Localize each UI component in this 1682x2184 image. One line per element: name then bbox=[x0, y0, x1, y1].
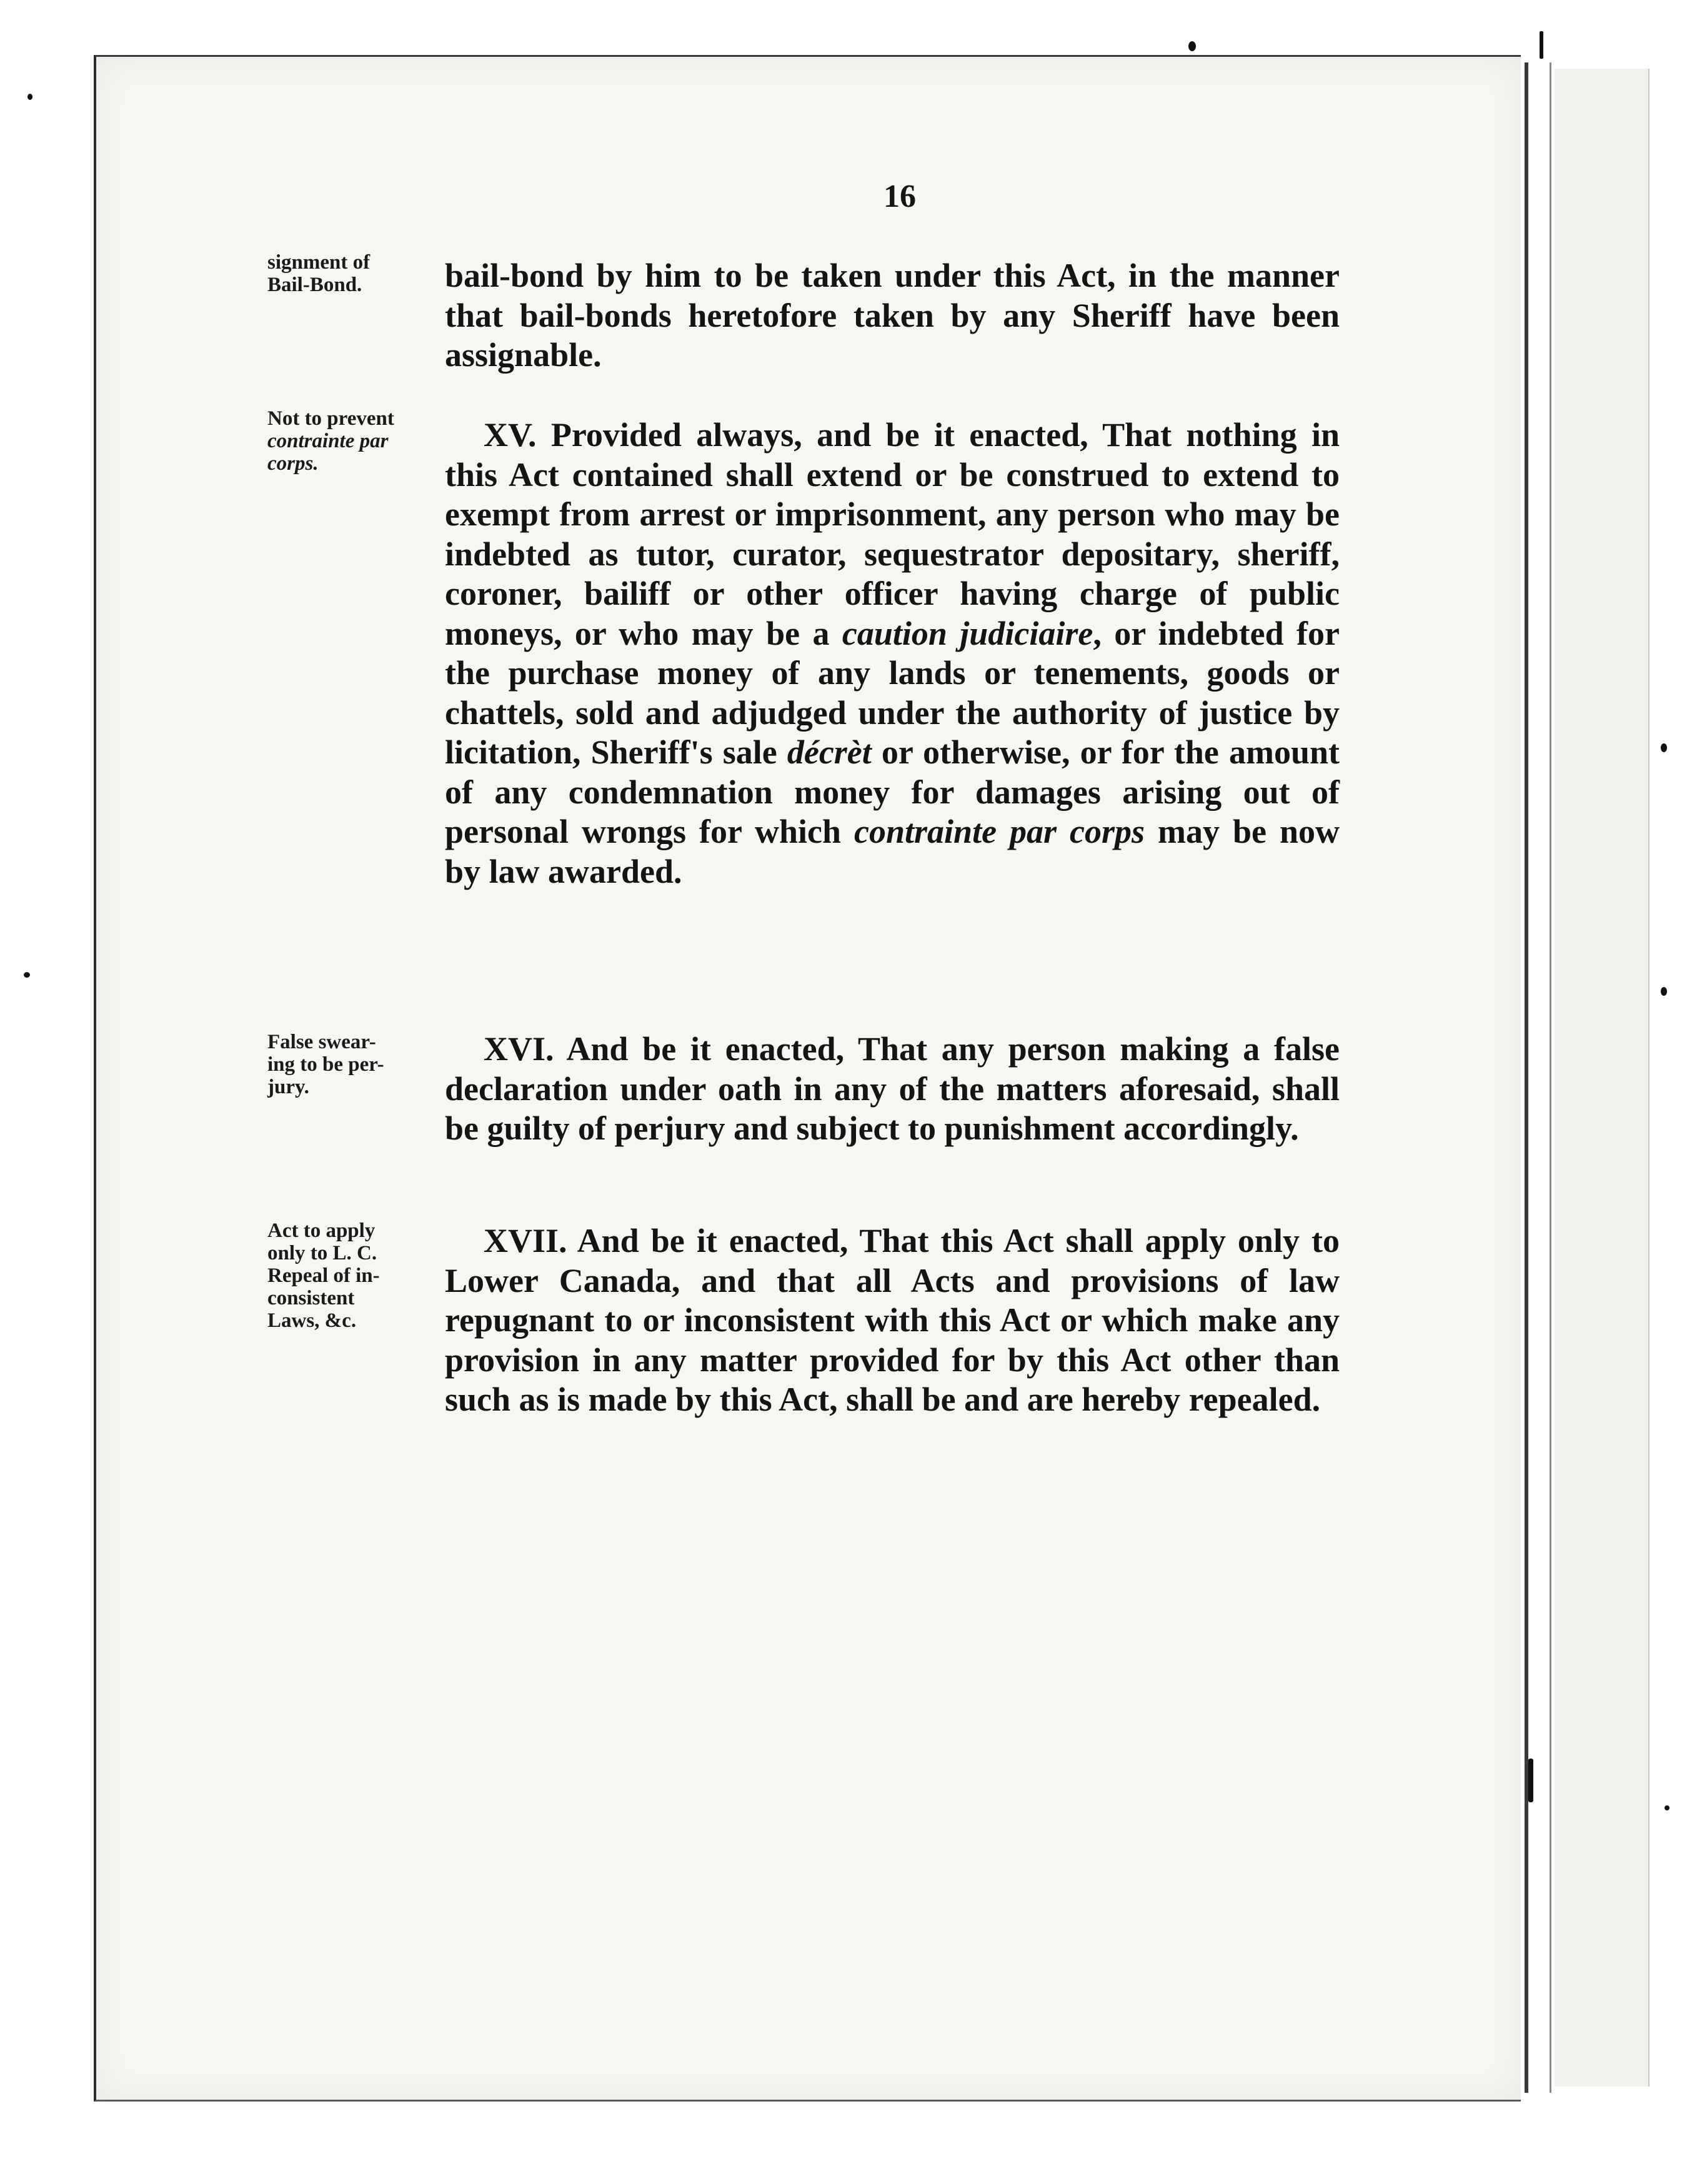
margin-note-line-italic: contrainte par bbox=[267, 430, 389, 452]
margin-note-assignment-bail-bond: signment of Bail-Bond. bbox=[267, 251, 371, 296]
section-number: XV. bbox=[484, 416, 537, 454]
scan-speck bbox=[1188, 41, 1196, 51]
scan-speck bbox=[1528, 1759, 1533, 1802]
section-text: , or indebted for the purchase money of any lands or tenements, goods or chattels, sold and adjudged under the authority of justice by licitation, Sheriff's sale bbox=[445, 614, 1340, 771]
scan-speck bbox=[24, 972, 30, 978]
scan-speck bbox=[1661, 987, 1667, 996]
scan-speck bbox=[1665, 1805, 1670, 1810]
section-xv-paragraph bbox=[445, 415, 1340, 891]
section-text: And be it enacted, That this Act shall apply only to Lower Canada, and that all Acts and provisions of law repugnant to or inconsistent with this Act or which make any provision in any matter provided for by this Act other than such as is made by this Act, shall be and are hereby repealed. bbox=[445, 1222, 1340, 1418]
scan-speck bbox=[27, 94, 32, 100]
margin-note-apply-lower-canada: Act to apply only to L. C. Repeal of in- consistent Laws, &c. bbox=[267, 1219, 380, 1332]
margin-note-false-swearing: False swear- ing to be per- jury. bbox=[267, 1031, 384, 1098]
section-number: XVII. bbox=[484, 1222, 567, 1259]
margin-note-contrainte-par-corps bbox=[267, 407, 449, 475]
section-text: may be now by law awarded. bbox=[445, 813, 1340, 890]
scan-speck bbox=[1540, 31, 1543, 59]
page-number: 16 bbox=[883, 179, 916, 214]
paragraph-bail-bond-continuation: bail-bond by him to be taken under this Act, in the manner that bail-bonds heretofore taken by any Sheriff have been assignable. bbox=[445, 257, 1340, 374]
section-number: XVI. bbox=[484, 1030, 554, 1068]
section-text: And be it enacted, That any person making a false declaration under oath in any of the matters aforesaid, shall be guilty of perjury and subject to punishment accordingly. bbox=[445, 1030, 1340, 1147]
italic-term: décrèt bbox=[787, 733, 872, 771]
section-text: or otherwise, or for the amount of any condemnation money for damages arising out of personal wrongs for which bbox=[445, 733, 1340, 850]
section-xvii-paragraph bbox=[445, 1221, 1340, 1420]
adjacent-page-edge bbox=[1555, 69, 1650, 2087]
margin-note-line-italic: corps. bbox=[267, 452, 319, 475]
italic-term: contrainte par corps bbox=[854, 813, 1145, 850]
italic-term: caution judiciaire bbox=[842, 614, 1093, 652]
section-text: Provided always, and be it enacted, That nothing in this Act contained shall extend or be construed to extend to exempt from arrest or imprisonment, any person who may be indebted as tutor, curator, sequestrator depositary, sheriff, coroner, bailiff or other officer having charge of public moneys, or who may be a bbox=[445, 416, 1340, 652]
margin-note-line: Not to prevent bbox=[267, 407, 394, 430]
scan-speck bbox=[1661, 743, 1667, 752]
page-gutter-edge-inner bbox=[1550, 62, 1551, 2093]
section-xvi-paragraph bbox=[445, 1030, 1340, 1149]
